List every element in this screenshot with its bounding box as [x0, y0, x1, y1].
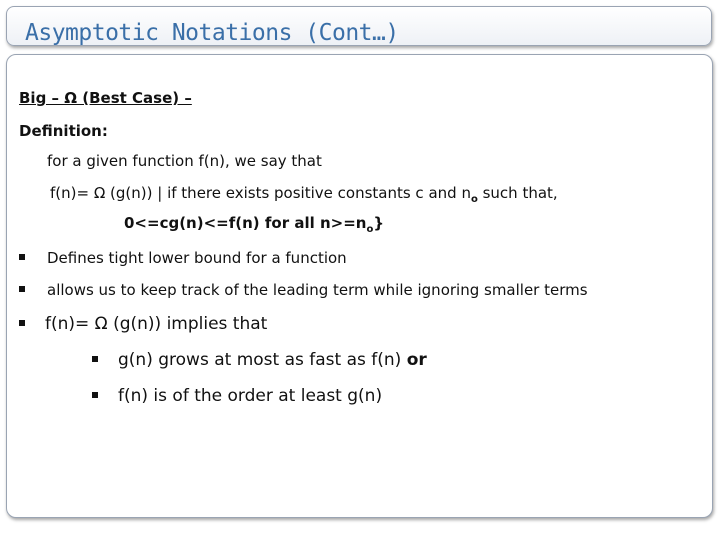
definition-line-2-text: f(n)= Ω (g(n)) | if there exists positive constants c and n [50, 184, 471, 202]
sub-bullet-bold-suffix: or [406, 350, 427, 370]
definition-label: Definition: [19, 122, 108, 140]
square-bullet-icon [19, 320, 25, 326]
sub-bullet-item [118, 350, 427, 370]
definition-line-3-tail: } [373, 214, 385, 232]
square-bullet-icon [19, 286, 25, 292]
slide-title: Asymptotic Notations (Cont…) [25, 20, 399, 46]
definition-line-3-text: 0<=cg(n)<=f(n) for all n>=n [124, 214, 367, 232]
title-box [6, 6, 712, 46]
square-bullet-icon [92, 392, 98, 398]
square-bullet-icon [92, 356, 98, 362]
definition-line-3 [124, 214, 385, 235]
sub-bullet-text: g(n) grows at most as fast as f(n) [118, 350, 407, 370]
bullet-item: allows us to keep track of the leading term while ignoring smaller terms [47, 281, 588, 299]
bullet-item: Defines tight lower bound for a function [47, 249, 347, 267]
definition-line-1: for a given function f(n), we say that [47, 152, 322, 170]
bullet-item: f(n)= Ω (g(n)) implies that [45, 314, 268, 334]
square-bullet-icon [19, 254, 25, 260]
subscript-o: o [470, 194, 478, 205]
sub-bullet-item: f(n) is of the order at least g(n) [118, 386, 383, 406]
definition-line-2 [50, 184, 558, 205]
section-heading: Big – Ω (Best Case) – [19, 89, 192, 107]
subscript-o: o [366, 224, 374, 235]
definition-line-2-tail: such that, [477, 184, 558, 202]
